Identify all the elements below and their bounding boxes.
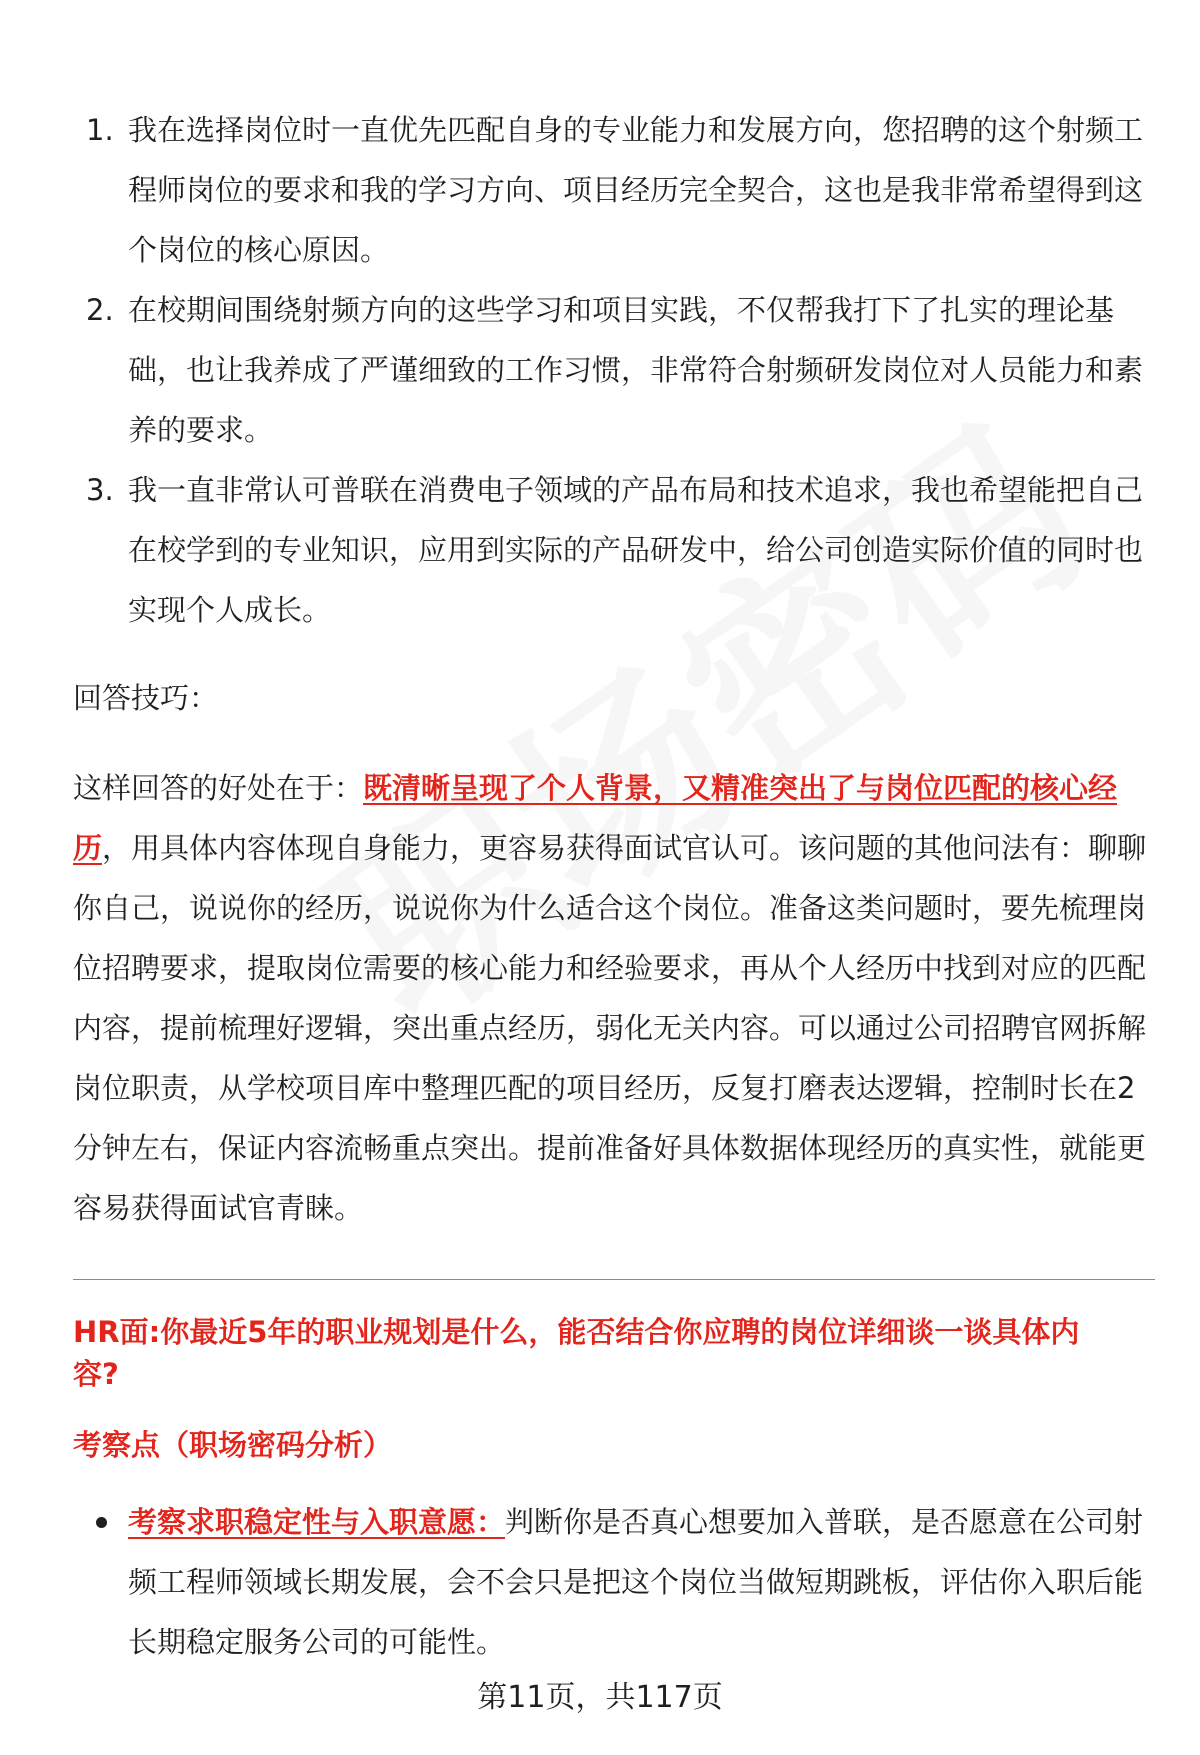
bullet-item [70, 1492, 1145, 1672]
list-number: 1. [86, 113, 114, 147]
question-heading: HR面:你最近5年的职业规划是什么，能否结合你应聘的岗位详细谈一谈具体内容? [73, 1315, 1080, 1391]
list-item [70, 280, 1145, 460]
bullet-label: 考察求职稳定性与入职意愿： [128, 1505, 506, 1539]
tips-body-text: ，用具体内容体现自身能力，更容易获得面试官认可。该问题的其他问法有：聊聊你自己，说说你的经历，说说你为什么适合这个岗位。准备这类问题时，要先梳理岗位招聘要求，提取岗位需要的核心能力和经验要求，再从个人经历中找到对应的匹配内容，提前梳理好逻辑，突出重点经历，弱化无关内容。可以通过公司招聘官网拆解岗位职责，从学校项目库中整理匹配的项目经历，反复打磨表达逻辑，控制时长在2分钟左右，保证内容流畅重点突出。提前准备好具体数据体现经历的真实性，就能更容易获得面试官青睐。 [73, 831, 1147, 1225]
list-item [70, 460, 1145, 640]
list-number: 2. [86, 293, 114, 327]
section-divider [73, 1279, 1155, 1280]
list-item-text: 我在选择岗位时一直优先匹配自身的专业能力和发展方向，您招聘的这个射频工程师岗位的要求和我的学习方向、项目经历完全契合，这也是我非常希望得到这个岗位的核心原因。 [128, 113, 1144, 267]
list-item-text: 在校期间围绕射频方向的这些学习和项目实践，不仅帮我打下了扎实的理论基础，也让我养成了严谨细致的工作习惯，非常符合射频研发岗位对人员能力和素养的要求。 [128, 293, 1144, 447]
tips-highlight: 既清晰呈现了个人背景，又精准突出了与岗位匹配的核心经历 [73, 771, 1118, 865]
page-number: 第11页，共117页 [477, 1680, 723, 1715]
list-number: 3. [86, 473, 114, 507]
bullet-text: 判断你是否真心想要加入普联，是否愿意在公司射频工程师领域长期发展，会不会只是把这个岗位当做短期跳板，评估你入职后能长期稳定服务公司的可能性。 [128, 1505, 1144, 1659]
list-item-text: 我一直非常认可普联在消费电子领域的产品布局和技术追求，我也希望能把自己在校学到的专业知识，应用到实际的产品研发中，给公司创造实际价值的同时也实现个人成长。 [128, 473, 1144, 627]
list-item [70, 100, 1145, 280]
bullet-dot-icon [96, 1517, 107, 1528]
tips-intro: 这样回答的好处在于： [73, 771, 364, 805]
analysis-heading: 考察点（职场密码分析） [73, 1428, 393, 1462]
bullet-list [70, 1492, 1145, 1672]
tips-label: 回答技巧： [73, 681, 219, 715]
tips-paragraph [73, 758, 1148, 1238]
numbered-list [70, 100, 1145, 640]
